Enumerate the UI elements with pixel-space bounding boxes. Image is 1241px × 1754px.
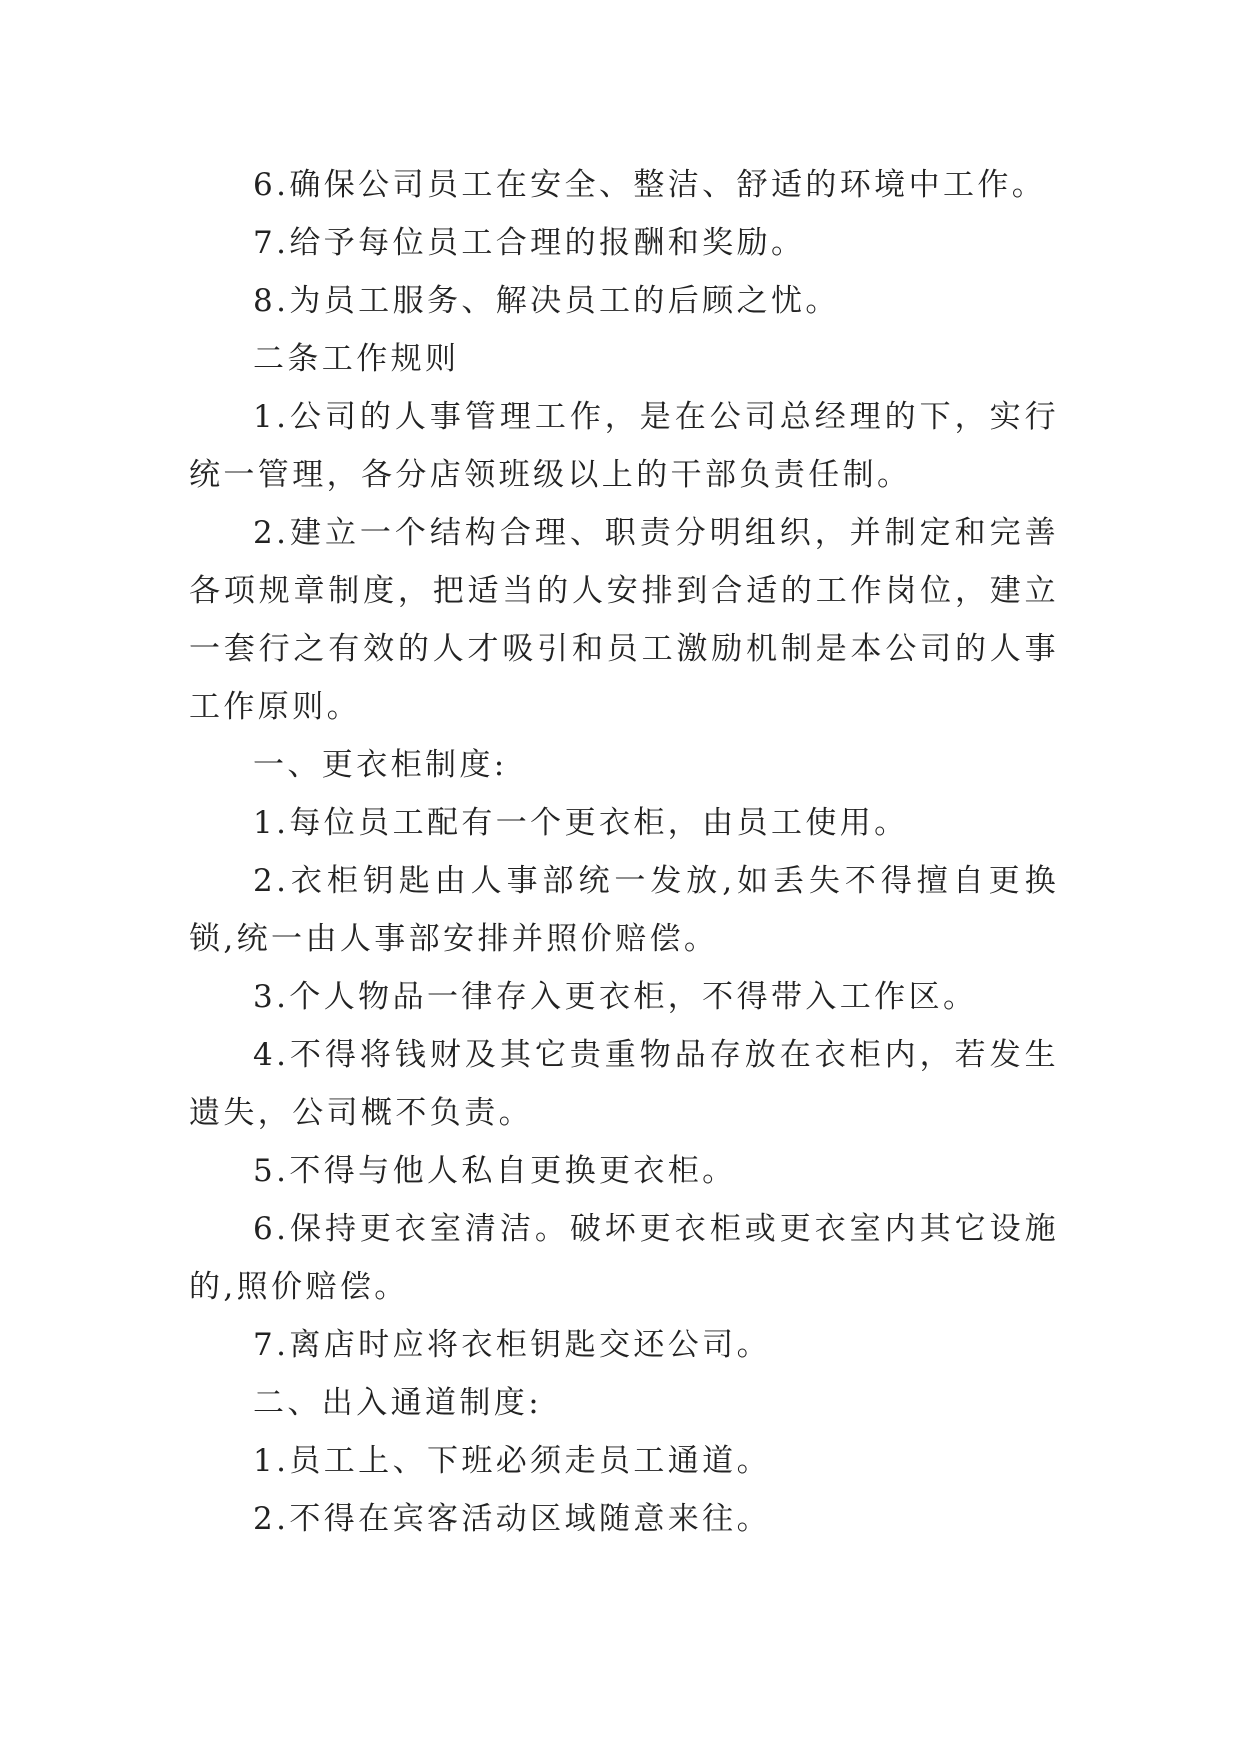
section-heading: 二条工作规则 (253, 341, 460, 377)
paragraph: 7.给予每位员工合理的报酬和奖励。 (253, 225, 806, 261)
paragraph: 2.衣柜钥匙由人事部统一发放,如丢失不得擅自更换锁,统一由人事部安排并照价赔偿。 (189, 863, 1059, 957)
paragraph: 2.建立一个结构合理、职责分明组织，并制定和完善各项规章制度，把适当的人安排到合适的工作岗位，建立一套行之有效的人才吸引和员工激励机制是本公司的人事工作原则。 (189, 515, 1059, 725)
paragraph: 2.不得在宾客活动区域随意来往。 (253, 1501, 771, 1537)
document-body (189, 156, 1059, 1548)
section-heading: 二、出入通道制度: (253, 1385, 543, 1421)
paragraph: 1.公司的人事管理工作，是在公司总经理的下，实行统一管理，各分店领班级以上的干部负责任制。 (189, 399, 1059, 493)
paragraph: 4.不得将钱财及其它贵重物品存放在衣柜内，若发生遗失，公司概不负责。 (189, 1037, 1059, 1131)
paragraph: 1.员工上、下班必须走员工通道。 (253, 1443, 771, 1479)
paragraph: 5.不得与他人私自更换更衣柜。 (253, 1153, 737, 1189)
paragraph: 6.确保公司员工在安全、整洁、舒适的环境中工作。 (253, 167, 1047, 203)
paragraph: 1.每位员工配有一个更衣柜，由员工使用。 (253, 805, 909, 841)
section-heading: 一、更衣柜制度: (253, 747, 508, 783)
paragraph: 6.保持更衣室清洁。破坏更衣柜或更衣室内其它设施的,照价赔偿。 (189, 1211, 1059, 1305)
paragraph: 7.离店时应将衣柜钥匙交还公司。 (253, 1327, 771, 1363)
paragraph: 3.个人物品一律存入更衣柜，不得带入工作区。 (253, 979, 978, 1015)
paragraph: 8.为员工服务、解决员工的后顾之忧。 (253, 283, 840, 319)
